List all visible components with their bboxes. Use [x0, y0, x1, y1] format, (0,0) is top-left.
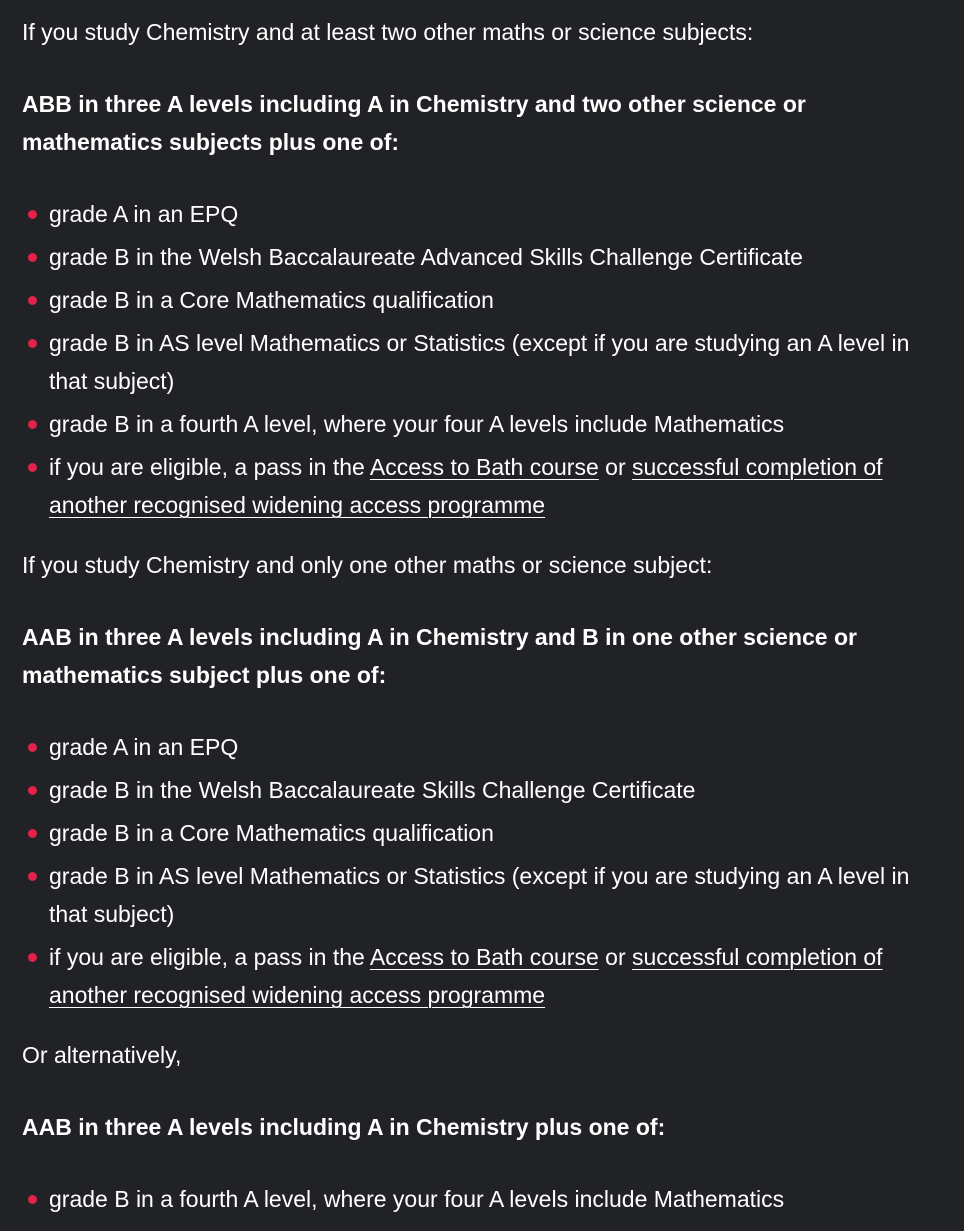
bullet-dot-icon: [28, 296, 37, 305]
bullet-dot-icon: [28, 953, 37, 962]
bullet-dot-icon: [28, 463, 37, 472]
list-item-prefix: if you are eligible, a pass in the: [49, 944, 370, 970]
list-item-connector: or: [598, 944, 632, 970]
list-item-prefix: if you are eligible, a pass in the: [49, 454, 370, 480]
bullet-dot-icon: [28, 210, 37, 219]
section-heading: AAB in three A levels including A in Chemistry and B in one other science or mathematics subject plus one of:: [22, 624, 857, 688]
section-heading: ABB in three A levels including A in Chemistry and two other science or mathematics subjects plus one of:: [22, 91, 806, 155]
bullet-dot-icon: [28, 743, 37, 752]
widening-access-programme-link[interactable]: successful completion of another recognised widening access programme: [49, 454, 883, 518]
list-item-text: grade A in an EPQ: [49, 201, 239, 227]
bullet-dot-icon: [28, 829, 37, 838]
list-item: [22, 728, 942, 766]
list-item-text: grade B in a Core Mathematics qualification: [49, 287, 494, 313]
list-item: [22, 1180, 942, 1218]
section-intro: Or alternatively,: [22, 1042, 182, 1068]
requirement-list: [22, 195, 942, 524]
list-item: [22, 771, 942, 809]
section-intro: If you study Chemistry and at least two other maths or science subjects:: [22, 19, 754, 45]
list-item: [22, 448, 942, 524]
access-to-bath-link[interactable]: Access to Bath course: [369, 454, 599, 480]
list-item-text: grade B in AS level Mathematics or Statistics (except if you are studying an A level in that subject): [49, 863, 910, 927]
list-item: [22, 857, 942, 933]
list-item: [22, 238, 942, 276]
list-item: [22, 938, 942, 1014]
list-item-text: grade B in a Core Mathematics qualification: [49, 820, 494, 846]
requirement-list: [22, 728, 942, 1014]
list-item-text: grade A in an EPQ: [49, 734, 239, 760]
bullet-dot-icon: [28, 339, 37, 348]
requirement-list: [22, 1180, 942, 1218]
access-to-bath-link[interactable]: Access to Bath course: [369, 944, 599, 970]
list-item: [22, 814, 942, 852]
list-item: [22, 405, 942, 443]
list-item-text: grade B in a fourth A level, where your four A levels include Mathematics: [49, 411, 785, 437]
list-item: [22, 324, 942, 400]
list-item: [22, 281, 942, 319]
widening-access-programme-link[interactable]: successful completion of another recognised widening access programme: [49, 944, 883, 1008]
bullet-dot-icon: [28, 253, 37, 262]
section-intro: If you study Chemistry and only one other maths or science subject:: [22, 552, 713, 578]
list-item-text: grade B in a fourth A level, where your four A levels include Mathematics: [49, 1186, 785, 1212]
section-heading: AAB in three A levels including A in Chemistry plus one of:: [22, 1114, 666, 1140]
bullet-dot-icon: [28, 1195, 37, 1204]
bullet-dot-icon: [28, 420, 37, 429]
list-item-text: grade B in the Welsh Baccalaureate Skills Challenge Certificate: [49, 777, 696, 803]
bullet-dot-icon: [28, 872, 37, 881]
list-item: [22, 195, 942, 233]
list-item-connector: or: [598, 454, 632, 480]
bullet-dot-icon: [28, 786, 37, 795]
list-item-text: grade B in the Welsh Baccalaureate Advanced Skills Challenge Certificate: [49, 244, 803, 270]
list-item-text: grade B in AS level Mathematics or Statistics (except if you are studying an A level in that subject): [49, 330, 910, 394]
